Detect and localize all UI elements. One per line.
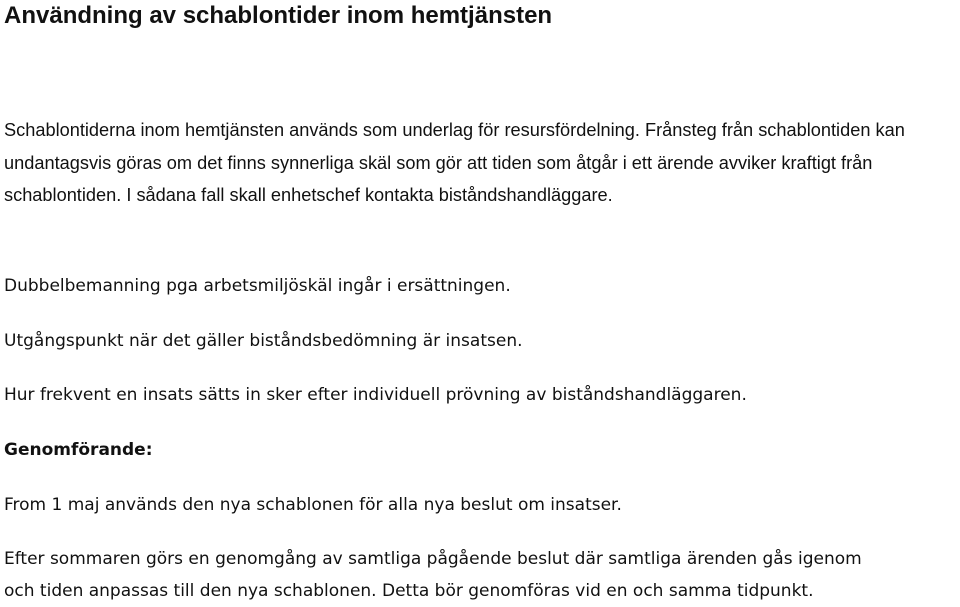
heading-genomforande: Genomförande: <box>4 440 153 460</box>
paragraph-frekvens: Hur frekvent en insats sätts in sker efter individuell prövning av biståndshandläggaren. <box>4 385 747 405</box>
paragraph-dubbelbemanning: Dubbelbemanning pga arbetsmiljöskäl ingår i ersättningen. <box>4 276 511 296</box>
paragraph-from-1-maj: From 1 maj används den nya schablonen för alla nya beslut om insatser. <box>4 495 622 515</box>
paragraph-efter-sommaren-line2: och tiden anpassas till den nya schablonen. Detta bör genomföras vid en och samma tidpunkt. <box>4 581 814 601</box>
paragraph-utgangspunkt: Utgångspunkt när det gäller biståndsbedömning är insatsen. <box>4 331 523 351</box>
document-title: Användning av schablontider inom hemtjänsten <box>4 2 553 29</box>
intro-paragraph: Schablontiderna inom hemtjänsten används som underlag för resursfördelning. Frånsteg från schablontiden kan undantagsvis göras om det finns synnerliga skäl som gör att tiden som åtgår i ett ärende avviker kraftigt från schablontiden. I sådana fall skall enhetschef kontakta biståndshandläggare. <box>4 120 905 205</box>
paragraph-efter-sommaren-line1: Efter sommaren görs en genomgång av samtliga pågående beslut där samtliga ärenden gås igenom <box>4 549 862 569</box>
